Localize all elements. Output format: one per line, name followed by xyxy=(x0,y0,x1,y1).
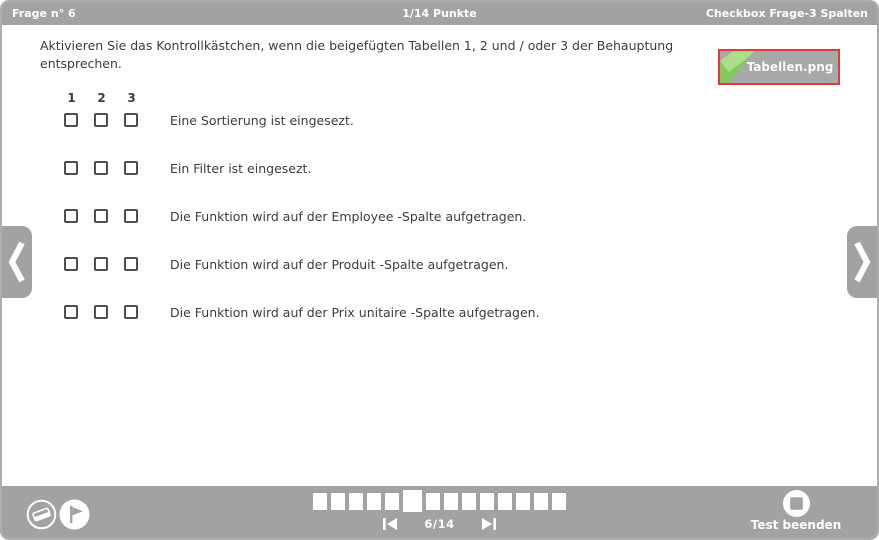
progress-segment-13[interactable] xyxy=(534,493,548,510)
table-row xyxy=(64,161,540,175)
progress-segment-5[interactable] xyxy=(385,493,399,510)
progress-segment-10[interactable] xyxy=(480,493,494,510)
checkbox-row1-col2[interactable] xyxy=(94,113,108,127)
skip-back-icon xyxy=(382,517,398,531)
chevron-left-icon xyxy=(6,234,28,290)
stop-icon xyxy=(783,490,810,517)
footer-bar xyxy=(2,486,877,538)
question-instruction: Aktivieren Sie das Kontrollkästchen, wenn die beigefügten Tabellen 1, 2 und / oder 3 der Behauptung entsprechen. xyxy=(40,38,674,72)
progress-segment-3[interactable] xyxy=(349,493,363,510)
statement-label: Die Funktion wird auf der Employee -Spalte aufgetragen. xyxy=(170,208,527,224)
column-header-3: 3 xyxy=(127,91,136,105)
checkbox-row5-col2[interactable] xyxy=(94,305,108,319)
checkbox-matrix xyxy=(64,91,540,353)
table-row xyxy=(64,257,540,271)
points-label: 1/14 Punkte xyxy=(402,7,477,20)
progress-segment-14[interactable] xyxy=(552,493,566,510)
table-row xyxy=(64,305,540,319)
column-header-1: 1 xyxy=(67,91,76,105)
statement-label: Ein Filter ist eingesezt. xyxy=(170,160,312,176)
first-question-button[interactable] xyxy=(382,517,398,531)
progress-segment-7[interactable] xyxy=(426,493,440,510)
next-question-tab[interactable] xyxy=(847,226,877,298)
table-row xyxy=(64,113,540,127)
checkbox-row4-col2[interactable] xyxy=(94,257,108,271)
finish-test-label: Test beenden xyxy=(750,518,842,532)
progress-segment-2[interactable] xyxy=(331,493,345,510)
checkbox-row4-col1[interactable] xyxy=(64,257,78,271)
attachment-label: Tabellen.png xyxy=(746,60,834,74)
question-area xyxy=(2,25,877,486)
checkbox-row1-col1[interactable] xyxy=(64,113,78,127)
question-number-label: Frage n° 6 xyxy=(12,7,76,20)
checkbox-row2-col3[interactable] xyxy=(124,161,138,175)
question-type-label: Checkbox Frage-3 Spalten xyxy=(705,7,868,20)
table-row xyxy=(64,209,540,223)
header-bar xyxy=(2,2,877,25)
attachment-button[interactable] xyxy=(718,49,840,85)
checkbox-row4-col3[interactable] xyxy=(124,257,138,271)
checkbox-row5-col3[interactable] xyxy=(124,305,138,319)
progress-segment-8[interactable] xyxy=(444,493,458,510)
last-question-button[interactable] xyxy=(481,517,497,531)
matrix-column-headers xyxy=(64,91,540,105)
statement-label: Die Funktion wird auf der Prix unitaire -Spalte aufgetragen. xyxy=(170,304,540,320)
checkbox-row2-col1[interactable] xyxy=(64,161,78,175)
progress-segment-6[interactable] xyxy=(403,490,422,512)
progress-segment-9[interactable] xyxy=(462,493,476,510)
finish-test-button[interactable] xyxy=(736,490,856,532)
progress-segment-1[interactable] xyxy=(313,493,327,510)
checkbox-row3-col2[interactable] xyxy=(94,209,108,223)
skip-forward-icon xyxy=(481,517,497,531)
checkbox-row2-col2[interactable] xyxy=(94,161,108,175)
page-indicator: 6/14 xyxy=(424,517,455,531)
image-corner-icon xyxy=(720,51,768,83)
progress-segment-4[interactable] xyxy=(367,493,381,510)
checkbox-row3-col3[interactable] xyxy=(124,209,138,223)
previous-question-tab[interactable] xyxy=(2,226,32,298)
statement-label: Eine Sortierung ist eingesezt. xyxy=(170,112,354,128)
progress-segment-11[interactable] xyxy=(498,493,512,510)
checkbox-row3-col1[interactable] xyxy=(64,209,78,223)
column-header-2: 2 xyxy=(97,91,106,105)
progress-segment-12[interactable] xyxy=(516,493,530,510)
statement-label: Die Funktion wird auf der Produit -Spalte aufgetragen. xyxy=(170,256,509,272)
checkbox-row1-col3[interactable] xyxy=(124,113,138,127)
checkbox-row5-col1[interactable] xyxy=(64,305,78,319)
chevron-right-icon xyxy=(851,234,873,290)
